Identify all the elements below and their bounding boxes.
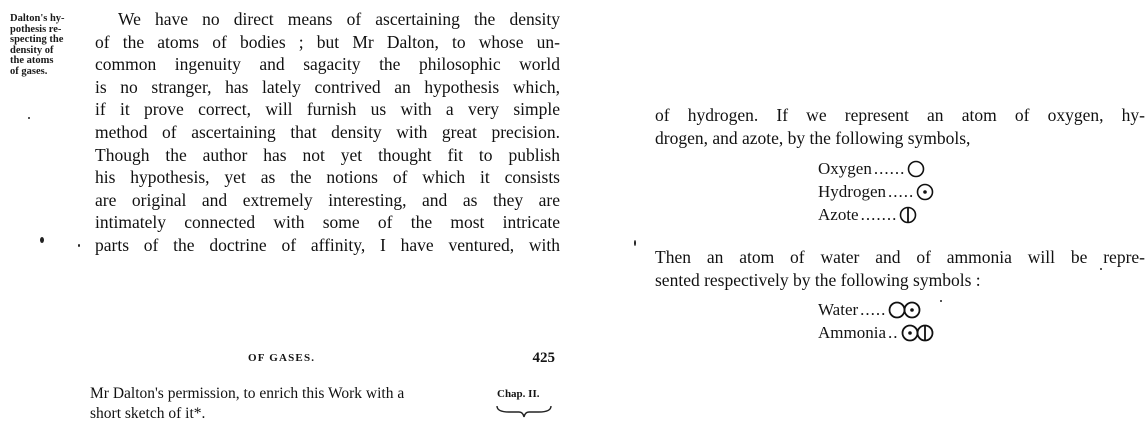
leader-dots: ....... (860, 205, 898, 224)
leader-dots: ...... (873, 159, 906, 178)
symbol-row-azote (818, 203, 1018, 226)
paragraph-line: We have no direct means of ascertaining the density (118, 9, 560, 29)
paragraph-line: Mr Dalton's permission, to enrich this Work with a (90, 385, 405, 402)
symbol-row-water (818, 298, 1018, 321)
symbol-row-hydrogen (818, 180, 1018, 203)
margin-note-line: of gases. (10, 65, 48, 77)
paragraph-line: his hypothesis, yet as the notions of which it consists (95, 167, 560, 188)
symbol-label: Azote (818, 205, 859, 224)
then-paragraph (655, 246, 1145, 292)
margin-note (10, 14, 84, 77)
margin-note-line: density of (10, 44, 54, 56)
paragraph-line: of the atoms of bodies ; but Mr Dalton, to whose un- (95, 31, 560, 52)
margin-note-line: Dalton's hy- (10, 13, 65, 24)
paragraph-line: of hydrogen. If we represent an atom of oxygen, hy- (655, 105, 1145, 125)
leader-dots: ..... (887, 182, 915, 201)
leader-dots: ..... (860, 300, 887, 319)
paragraph-line: is no stranger, has lately contrived an hypothesis which, (95, 76, 560, 97)
main-paragraph (95, 8, 560, 257)
element-symbol-list (818, 157, 1018, 226)
symbol-label: Hydrogen (818, 182, 886, 201)
brace-icon (495, 404, 553, 418)
chapter-label: Chap. II. (497, 388, 540, 400)
running-head (95, 350, 560, 370)
water-icon (888, 301, 922, 319)
intro-paragraph (655, 104, 1145, 150)
paragraph-line: method of ascertaining that density with great precision. (95, 121, 560, 142)
paragraph-line: common ingenuity and sagacity the philosophic world (95, 54, 560, 75)
paragraph-line: short sketch of it*. (90, 405, 206, 422)
leader-dots: .. (888, 323, 899, 342)
compound-symbol-list (818, 298, 1018, 344)
oxygen-icon (907, 160, 925, 178)
paragraph-line: sented respectively by the following symbols : (655, 270, 981, 290)
paragraph-line: intimately connected with some of the most intricate (95, 212, 560, 233)
paragraph-line: are original and extremely interesting, and as they are (95, 189, 560, 210)
paragraph-line: parts of the doctrine of affinity, I have ventured, with (95, 234, 560, 255)
page-number: 425 (532, 350, 555, 366)
symbol-label: Oxygen (818, 159, 872, 178)
paragraph-line: drogen, and azote, by the following symbols, (655, 128, 971, 148)
margin-note-line: specting the (10, 34, 64, 45)
continuation-paragraph (90, 384, 490, 424)
right-page (640, 0, 1146, 438)
symbol-label: Ammonia (818, 323, 886, 342)
margin-note-line: pothesis re- (10, 23, 62, 35)
running-head-title: OF GASES. (248, 352, 316, 364)
ammonia-icon (901, 324, 935, 342)
hydrogen-icon (916, 183, 934, 201)
paragraph-line: Though the author has not yet thought fit to publish (95, 144, 560, 165)
paragraph-line: if it prove correct, will furnish us with a very simple (95, 99, 560, 120)
margin-note-line: the atoms (10, 55, 54, 66)
paragraph-line: Then an atom of water and of ammonia will be repre- (655, 247, 1145, 267)
symbol-row-oxygen (818, 157, 1018, 180)
symbol-label: Water (818, 300, 859, 319)
symbol-row-ammonia (818, 321, 1018, 344)
azote-icon (899, 206, 917, 224)
